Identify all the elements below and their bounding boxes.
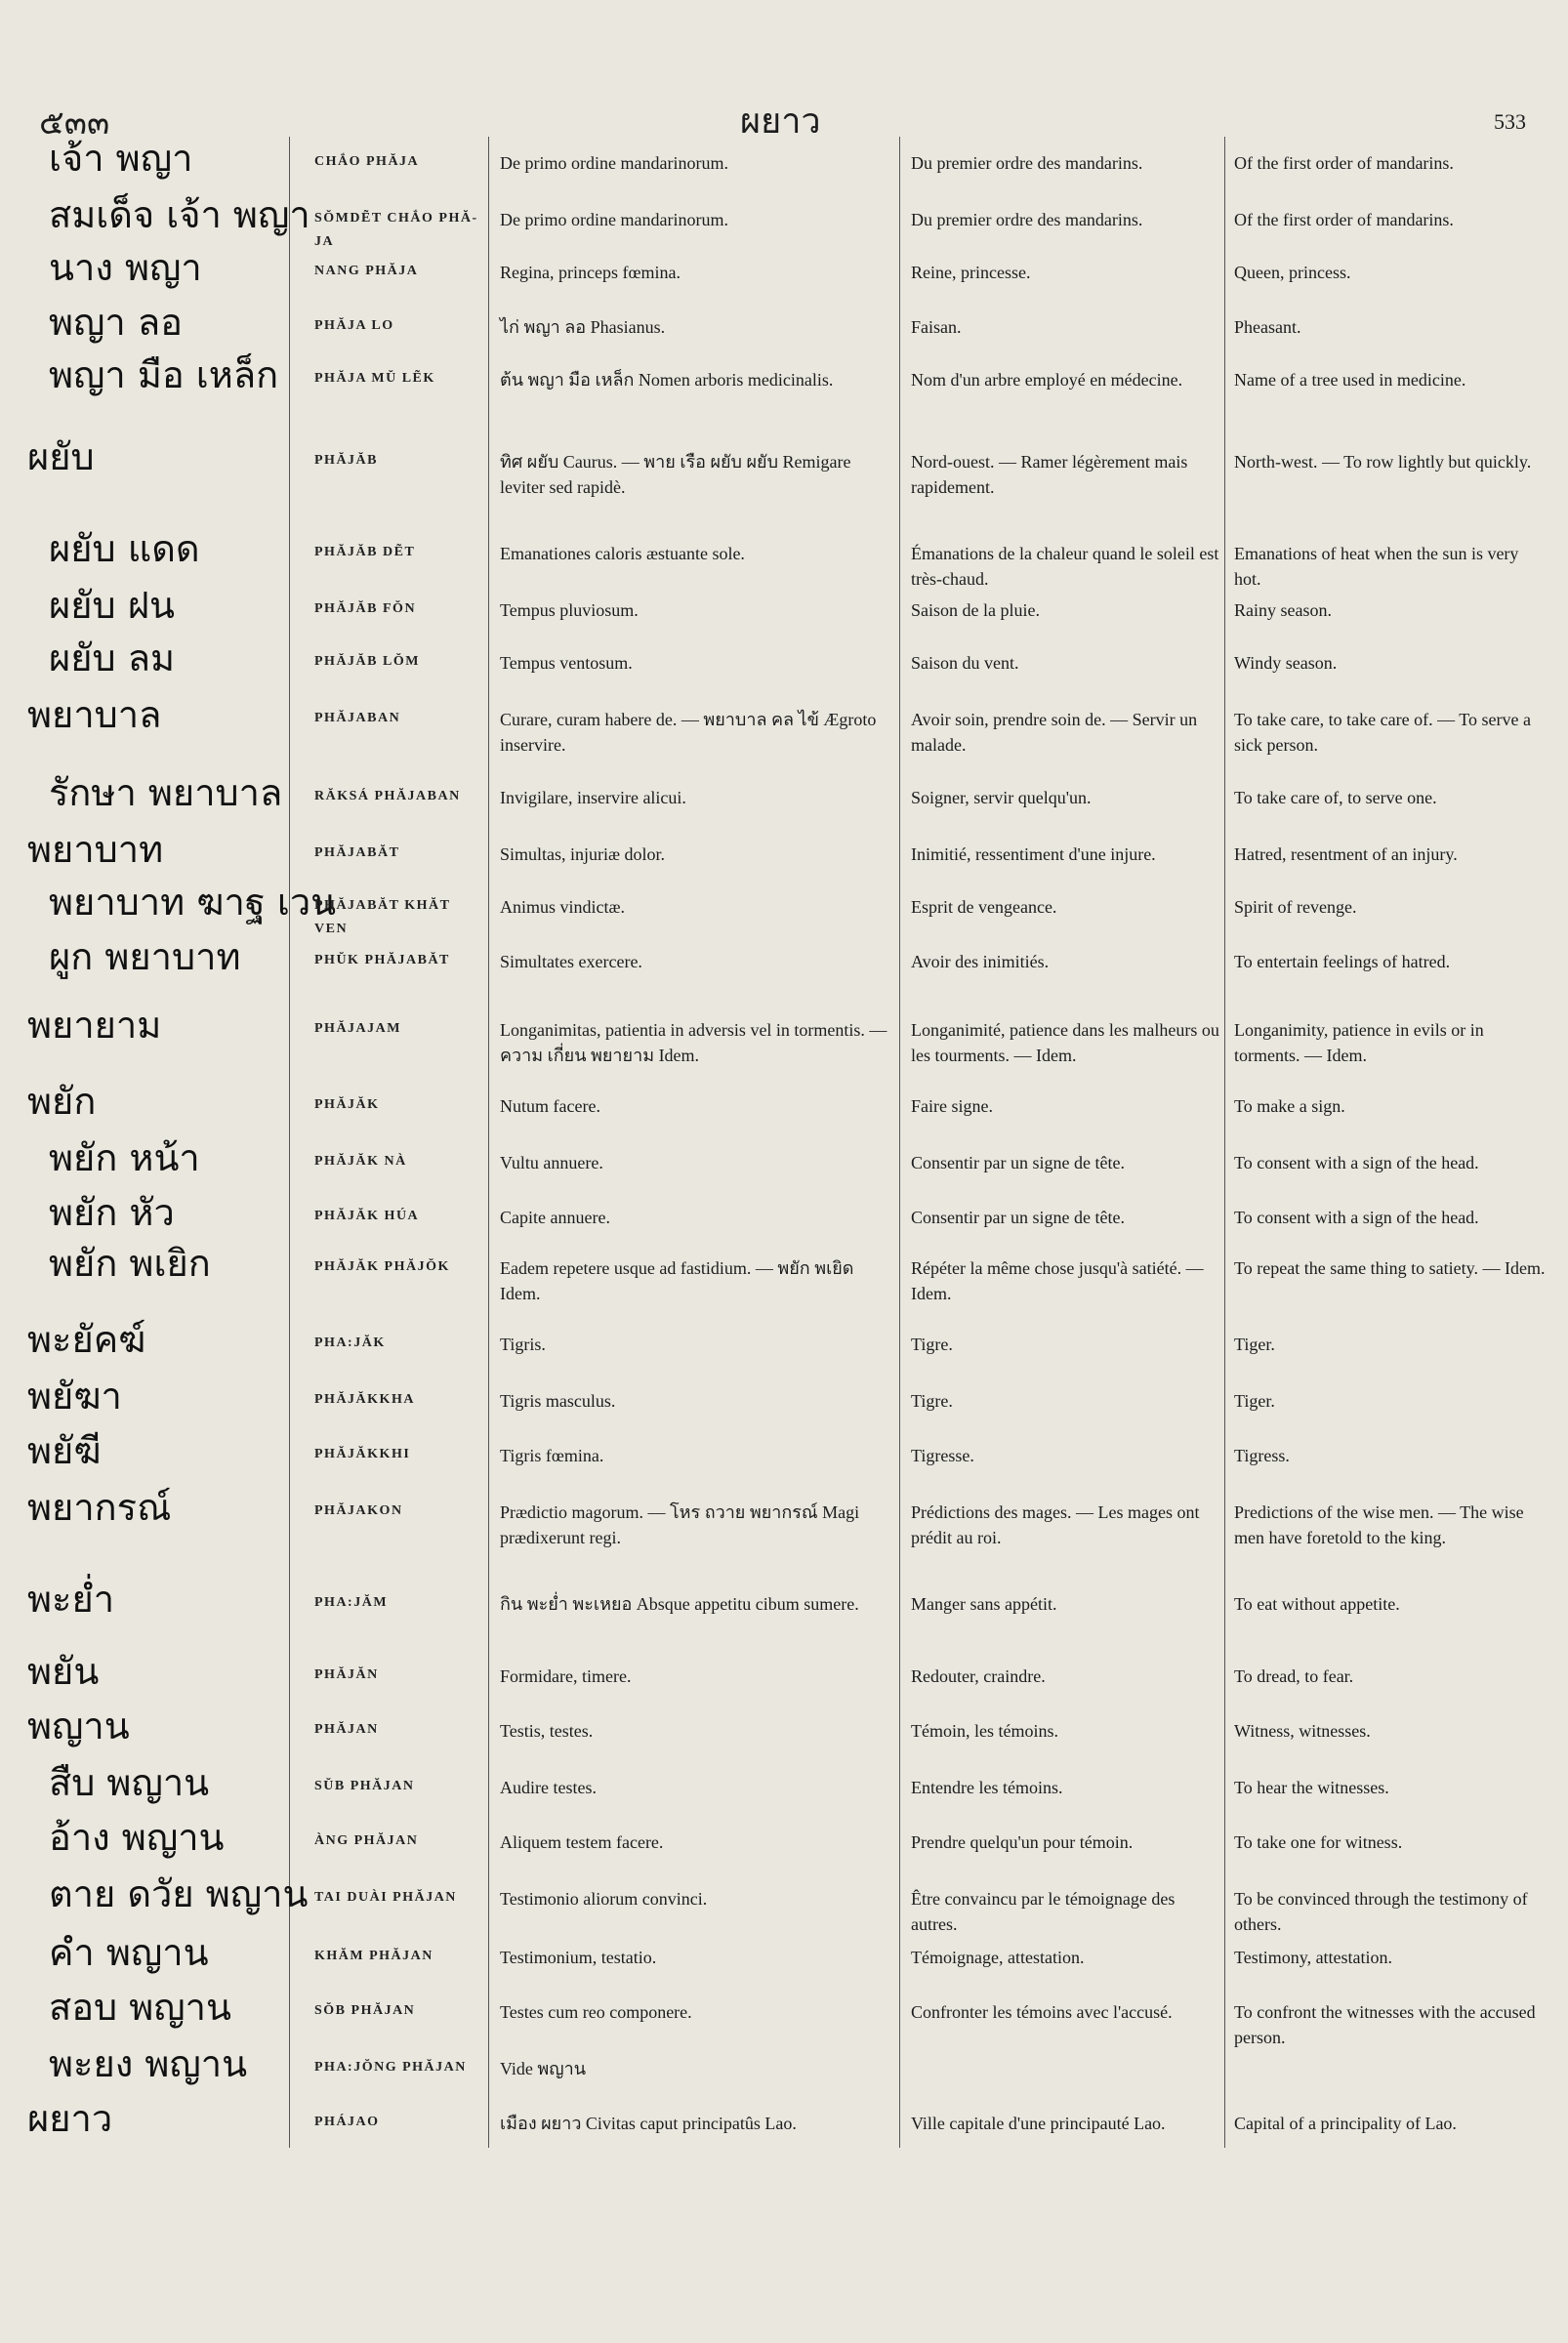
french-definition: Redouter, craindre. xyxy=(911,1666,1046,1686)
latin-definition: Prædictio magorum. — โหร ถวาย พยากรณ์ Magi prædixerunt regi. xyxy=(500,1502,860,1547)
english-definition: To confront the witnesses with the accused person. xyxy=(1234,2002,1536,2047)
headword-thai: พะยัคฆ์ xyxy=(27,1318,146,1361)
headword-thai: นาง พญา xyxy=(49,246,202,289)
latin-definition: ไก่ พญา ลอ Phasianus. xyxy=(500,317,666,337)
english-definition: Pheasant. xyxy=(1234,317,1301,337)
english-definition: To entertain feelings of hatred. xyxy=(1234,952,1451,971)
english-definition: Rainy season. xyxy=(1234,600,1332,620)
page-number: 533 xyxy=(1494,109,1526,134)
latin-definition: Curare, curam habere de. — พยาบาล คล ไข้ Ægroto inservire. xyxy=(500,710,877,755)
french-definition: Esprit de vengeance. xyxy=(911,897,1057,917)
headword-thai: พยายาม xyxy=(27,1004,162,1047)
romanization: TAI DUÀI PHĂJAN xyxy=(314,1890,457,1905)
romanization: SŎMDẼT CHẮO PHĂ-JA xyxy=(314,211,478,249)
english-definition: Testimony, attestation. xyxy=(1234,1948,1393,1967)
latin-definition: Emanationes caloris æstuante sole. xyxy=(500,544,745,563)
headword-thai: รักษา พยาบาล xyxy=(49,771,283,814)
column-rule-4 xyxy=(1224,137,1225,2148)
headword-thai: พยาบาล xyxy=(27,693,162,736)
english-definition: To hear the witnesses. xyxy=(1234,1778,1389,1797)
headword-thai: พยัก พเยิก xyxy=(49,1242,211,1285)
latin-definition: Audire testes. xyxy=(500,1778,597,1797)
french-definition: Saison de la pluie. xyxy=(911,600,1040,620)
romanization: NANG PHĂJA xyxy=(314,264,419,278)
latin-definition: Tigris masculus. xyxy=(500,1391,616,1411)
headword-thai: ตาย ดวัย พญาน xyxy=(49,1872,309,1915)
latin-definition: Regina, princeps fœmina. xyxy=(500,263,681,282)
headword-thai: เจ้า พญา xyxy=(49,137,193,180)
latin-definition: เมือง ผยาว Civitas caput principatûs Lao. xyxy=(500,2114,797,2133)
romanization: ÀNG PHĂJAN xyxy=(314,1833,419,1848)
headword-thai: พยากรณ์ xyxy=(27,1486,172,1529)
romanization: PHA:JĂM xyxy=(314,1595,389,1610)
romanization: SŎB PHĂJAN xyxy=(314,2003,416,2018)
latin-definition: Eadem repetere usque ad fastidium. — พยัก พเยิด Idem. xyxy=(500,1258,854,1303)
english-definition: Tigress. xyxy=(1234,1446,1290,1465)
romanization: RĂKSÁ PHĂJABAN xyxy=(314,789,461,803)
romanization: PHA:JŎNG PHĂJAN xyxy=(314,2060,467,2075)
latin-definition: ทิศ ผยับ Caurus. — พาย เรือ ผยับ ผยับ Remigare leviter sed rapidè. xyxy=(500,452,851,497)
english-definition: Witness, witnesses. xyxy=(1234,1721,1371,1741)
headword-thai: พยัก หน้า xyxy=(49,1136,200,1179)
headword-thai: ผยับ xyxy=(27,435,95,478)
headword-thai: พะย่ำ xyxy=(27,1578,115,1621)
french-definition: Tigre. xyxy=(911,1391,953,1411)
latin-definition: Vide พญาน xyxy=(500,2059,587,2078)
romanization: PHŬK PHĂJABĂT xyxy=(314,953,450,967)
column-rule-2 xyxy=(488,137,489,2148)
romanization: PHĂJABĂT xyxy=(314,845,400,860)
romanization: SŬB PHĂJAN xyxy=(314,1779,415,1793)
latin-definition: ต้น พญา มือ เหล็ก Nomen arboris medicinalis. xyxy=(500,370,834,390)
headword-thai: พญา มือ เหล็ก xyxy=(49,353,279,396)
headword-thai: พยัฆี xyxy=(27,1429,102,1472)
latin-definition: Tempus pluviosum. xyxy=(500,600,639,620)
headword-thai: พยัฆา xyxy=(27,1375,122,1418)
latin-definition: Simultates exercere. xyxy=(500,952,642,971)
romanization: PHÁJAO xyxy=(314,2115,380,2129)
french-definition: Du premier ordre des mandarins. xyxy=(911,210,1143,229)
headword-thai: พญาน xyxy=(27,1705,130,1747)
latin-definition: Tigris fœmina. xyxy=(500,1446,604,1465)
english-definition: Name of a tree used in medicine. xyxy=(1234,370,1466,390)
latin-definition: Testimonio aliorum convinci. xyxy=(500,1889,708,1909)
romanization: PHĂJĂB xyxy=(314,453,378,468)
french-definition: Être convaincu par le témoignage des autres. xyxy=(911,1889,1176,1934)
english-definition: Emanations of heat when the sun is very hot. xyxy=(1234,544,1519,589)
english-definition: Windy season. xyxy=(1234,653,1338,673)
latin-definition: De primo ordine mandarinorum. xyxy=(500,153,728,173)
english-definition: Of the first order of mandarins. xyxy=(1234,210,1454,229)
latin-definition: Formidare, timere. xyxy=(500,1666,632,1686)
headword-thai: ผยับ ลม xyxy=(49,637,176,679)
french-definition: Prédictions des mages. — Les mages ont prédit au roi. xyxy=(911,1502,1200,1547)
french-definition: Nord-ouest. — Ramer légèrement mais rapidement. xyxy=(911,452,1188,497)
english-definition: To consent with a sign of the head. xyxy=(1234,1208,1479,1227)
headword-thai: พญา ลอ xyxy=(49,301,183,344)
headword-thai: พยัก หัว xyxy=(49,1191,175,1234)
latin-definition: กิน พะย่ำ พะเหยอ Absque appetitu cibum sumere. xyxy=(500,1594,859,1614)
romanization: PHĂJA MŬ LẼK xyxy=(314,371,435,386)
french-definition: Témoin, les témoins. xyxy=(911,1721,1058,1741)
english-definition: Predictions of the wise men. — The wise men have foretold to the king. xyxy=(1234,1502,1524,1547)
romanization: PHĂJABĂT KHĂT VEN xyxy=(314,898,451,936)
french-definition: Soigner, servir quelqu'un. xyxy=(911,788,1092,807)
latin-definition: Simultas, injuriæ dolor. xyxy=(500,844,666,864)
romanization: PHĂJĂK PHĂJŎK xyxy=(314,1259,450,1274)
english-definition: Capital of a principality of Lao. xyxy=(1234,2114,1457,2133)
french-definition: Consentir par un signe de tête. xyxy=(911,1153,1125,1172)
romanization: PHĂJA LO xyxy=(314,318,394,333)
latin-definition: Testis, testes. xyxy=(500,1721,594,1741)
english-definition: Queen, princess. xyxy=(1234,263,1351,282)
french-definition: Reine, princesse. xyxy=(911,263,1031,282)
french-definition: Prendre quelqu'un pour témoin. xyxy=(911,1832,1134,1852)
english-definition: Tiger. xyxy=(1234,1391,1275,1411)
english-definition: To dread, to fear. xyxy=(1234,1666,1354,1686)
headword-thai: ผยาว xyxy=(27,2097,113,2140)
english-definition: To make a sign. xyxy=(1234,1096,1345,1116)
column-rule-3 xyxy=(899,137,900,2148)
headword-thai: พยัก xyxy=(27,1080,97,1123)
english-definition: Longanimity, patience in evils or in torments. — Idem. xyxy=(1234,1020,1484,1065)
latin-definition: Testes cum reo componere. xyxy=(500,2002,692,2022)
french-definition: Faisan. xyxy=(911,317,962,337)
column-rule-1 xyxy=(289,137,290,2148)
romanization: CHẮO PHĂJA xyxy=(314,154,420,169)
romanization: PHĂJĂB LŎM xyxy=(314,654,420,669)
headword-thai: พะยง พญาน xyxy=(49,2042,248,2085)
headword-thai: สอบ พญาน xyxy=(49,1986,231,2029)
french-definition: Longanimité, patience dans les malheurs ou les tourments. — Idem. xyxy=(911,1020,1219,1065)
latin-definition: Nutum facere. xyxy=(500,1096,600,1116)
latin-definition: Tigris. xyxy=(500,1335,546,1354)
french-definition: Faire signe. xyxy=(911,1096,993,1116)
french-definition: Consentir par un signe de tête. xyxy=(911,1208,1125,1227)
french-definition: Saison du vent. xyxy=(911,653,1019,673)
romanization: PHĂJAN xyxy=(314,1722,379,1737)
english-definition: To take one for witness. xyxy=(1234,1832,1403,1852)
english-definition: To eat without appetite. xyxy=(1234,1594,1400,1614)
french-definition: Manger sans appétit. xyxy=(911,1594,1057,1614)
romanization: KHĂM PHĂJAN xyxy=(314,1949,433,1963)
latin-definition: Aliquem testem facere. xyxy=(500,1832,664,1852)
latin-definition: Testimonium, testatio. xyxy=(500,1948,657,1967)
romanization: PHĂJĂKKHI xyxy=(314,1447,411,1461)
headword-thai: ผยับ ฝน xyxy=(49,584,175,627)
english-definition: To take care of, to serve one. xyxy=(1234,788,1437,807)
headword-thai: ผูก พยาบาท xyxy=(49,935,241,978)
french-definition: Confronter les témoins avec l'accusé. xyxy=(911,2002,1173,2022)
headword-thai: พยาบาท ฆาฐ เวน xyxy=(49,881,337,924)
latin-definition: Vultu annuere. xyxy=(500,1153,603,1172)
romanization: PHĂJABAN xyxy=(314,711,401,725)
headword-thai: พยาบาท xyxy=(27,828,164,871)
english-definition: Of the first order of mandarins. xyxy=(1234,153,1454,173)
english-definition: Hatred, resentment of an injury. xyxy=(1234,844,1458,864)
french-definition: Tigresse. xyxy=(911,1446,974,1465)
running-head: ผยาว xyxy=(740,102,821,142)
english-definition: To consent with a sign of the head. xyxy=(1234,1153,1479,1172)
english-definition: To repeat the same thing to satiety. — Idem. xyxy=(1234,1258,1546,1278)
headword-thai: พยัน xyxy=(27,1650,100,1693)
romanization: PHĂJAKON xyxy=(314,1503,403,1518)
headword-thai: คำ พญาน xyxy=(49,1931,209,1974)
french-definition: Témoignage, attestation. xyxy=(911,1948,1085,1967)
french-definition: Tigre. xyxy=(911,1335,953,1354)
french-definition: Du premier ordre des mandarins. xyxy=(911,153,1143,173)
french-definition: Avoir soin, prendre soin de. — Servir un malade. xyxy=(911,710,1198,755)
romanization: PHĂJAJAM xyxy=(314,1021,401,1036)
headword-thai: ผยับ แดด xyxy=(49,527,200,570)
latin-definition: Invigilare, inservire alicui. xyxy=(500,788,686,807)
french-definition: Répéter la même chose jusqu'à satiété. — Idem. xyxy=(911,1258,1204,1303)
romanization: PHĂJĂB FŎN xyxy=(314,601,417,616)
romanization: PHA:JĂK xyxy=(314,1336,386,1350)
folio-thai-numeral: ๕๓๓ xyxy=(39,103,110,143)
latin-definition: Tempus ventosum. xyxy=(500,653,633,673)
english-definition: Tiger. xyxy=(1234,1335,1275,1354)
english-definition: To take care, to take care of. — To serve a sick person. xyxy=(1234,710,1531,755)
english-definition: To be convinced through the testimony of others. xyxy=(1234,1889,1528,1934)
french-definition: Inimitié, ressentiment d'une injure. xyxy=(911,844,1156,864)
headword-thai: สมเด็จ เจ้า พญา xyxy=(49,193,310,236)
headword-thai: อ้าง พญาน xyxy=(49,1816,225,1859)
romanization: PHĂJĂK xyxy=(314,1097,380,1112)
french-definition: Nom d'un arbre employé en médecine. xyxy=(911,370,1183,390)
latin-definition: De primo ordine mandarinorum. xyxy=(500,210,728,229)
latin-definition: Animus vindictæ. xyxy=(500,897,626,917)
romanization: PHĂJĂK NÀ xyxy=(314,1154,407,1169)
french-definition: Entendre les témoins. xyxy=(911,1778,1063,1797)
french-definition: Ville capitale d'une principauté Lao. xyxy=(911,2114,1166,2133)
french-definition: Avoir des inimitiés. xyxy=(911,952,1050,971)
headword-thai: สืบ พญาน xyxy=(49,1761,210,1804)
romanization: PHĂJĂK HÚA xyxy=(314,1209,420,1223)
french-definition: Émanations de la chaleur quand le soleil est très-chaud. xyxy=(911,544,1219,589)
latin-definition: Capite annuere. xyxy=(500,1208,610,1227)
english-definition: Spirit of revenge. xyxy=(1234,897,1357,917)
latin-definition: Longanimitas, patientia in adversis vel in tormentis. — ความ เกี่ยน พยายาม Idem. xyxy=(500,1020,887,1065)
english-definition: North-west. — To row lightly but quickly. xyxy=(1234,452,1532,472)
romanization: PHĂJĂB DẼT xyxy=(314,545,416,559)
romanization: PHĂJĂKKHA xyxy=(314,1392,415,1407)
romanization: PHĂJĂN xyxy=(314,1667,379,1682)
